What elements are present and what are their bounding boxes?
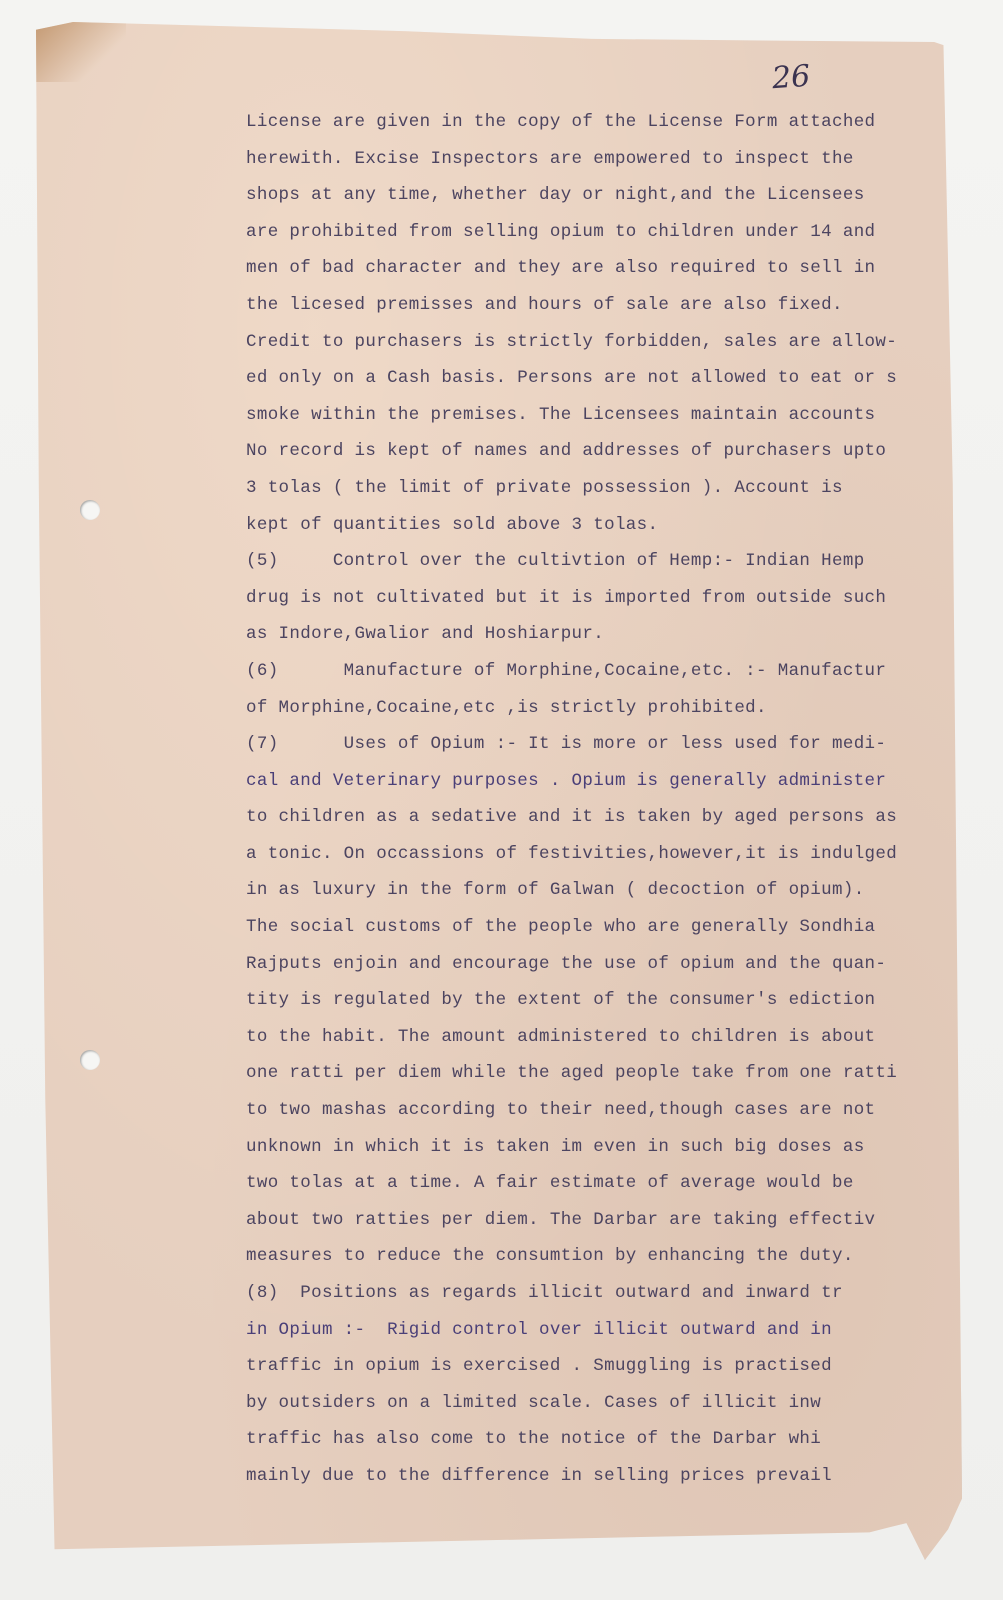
text-line: traffic has also come to the notice of the Darbar whi [246,1429,822,1450]
text-line: are prohibited from selling opium to children under 14 and [246,221,876,242]
text-line: Rajputs enjoin and encourage the use of opium and the quan- [246,953,887,974]
text-line: ed only on a Cash basis. Persons are not allowed to eat or s [246,368,898,389]
text-line: in Opium :- Rigid control over illicit outward and in [246,1319,832,1340]
text-line: to children as a sedative and it is taken by aged persons as [246,807,898,828]
text-line: men of bad character and they are also required to sell in [246,258,876,279]
typed-text-block [246,104,961,1495]
text-line: one ratti per diem while the aged people take from one ratti [246,1063,898,1084]
text-line: (7) Uses of Opium :- It is more or less used for medi- [246,734,887,755]
text-line: the licesed premisses and hours of sale are also fixed. [246,294,843,315]
punch-hole-bottom [80,1050,100,1070]
text-line: as Indore,Gwalior and Hoshiarpur. [246,624,605,645]
aged-corner [36,22,126,82]
text-line: No record is kept of names and addresses of purchasers upto [246,441,887,462]
text-line: cal and Veterinary purposes . Opium is generally administer [246,770,887,791]
text-line: shops at any time, whether day or night,and the Licensees [246,185,865,206]
text-line: kept of quantities sold above 3 tolas. [246,514,659,535]
text-line: (8) Positions as regards illicit outward and inward tr [246,1283,843,1303]
punch-hole-top [80,500,100,520]
text-line: 3 tolas ( the limit of private possession ). Account is [246,477,843,498]
text-line: traffic in opium is exercised . Smuggling is practised [246,1356,832,1377]
text-line: unknown in which it is taken im even in such big doses as [246,1136,865,1157]
text-line: two tolas at a time. A fair estimate of average would be [246,1173,854,1194]
text-line: about two ratties per diem. The Darbar are taking effectiv [246,1209,876,1230]
text-line: by outsiders on a limited scale. Cases of illicit inw [246,1392,822,1413]
text-line: Credit to purchasers is strictly forbidden, sales are allow- [246,331,898,352]
text-line: drug is not cultivated but it is imported from outside such [246,587,887,608]
text-line: (6) Manufacture of Morphine,Cocaine,etc. :- Manufactur [246,660,887,681]
text-line: mainly due to the difference in selling prices prevail [246,1465,832,1486]
text-line: of Morphine,Cocaine,etc ,is strictly prohibited. [246,697,767,718]
text-line: smoke within the premises. The Licensees maintain accounts [246,404,876,425]
text-line: (5) Control over the cultivtion of Hemp:- Indian Hemp [246,551,865,572]
text-line: The social customs of the people who are generally Sondhia [246,917,876,938]
text-line: to two mashas according to their need,though cases are not [246,1100,876,1121]
text-line: in as luxury in the form of Galwan ( decoction of opium). [246,880,865,901]
text-line: to the habit. The amount administered to children is about [246,1026,876,1047]
handwritten-page-number: 26 [770,58,812,97]
text-line: herewith. Excise Inspectors are empowered to inspect the [246,148,854,169]
text-line: tity is regulated by the extent of the consumer's ediction [246,990,876,1011]
text-line: measures to reduce the consumtion by enhancing the duty. [246,1246,854,1267]
text-line: a tonic. On occassions of festivities,however,it is indulged [246,843,898,864]
text-line: License are given in the copy of the License Form attached [246,112,876,132]
